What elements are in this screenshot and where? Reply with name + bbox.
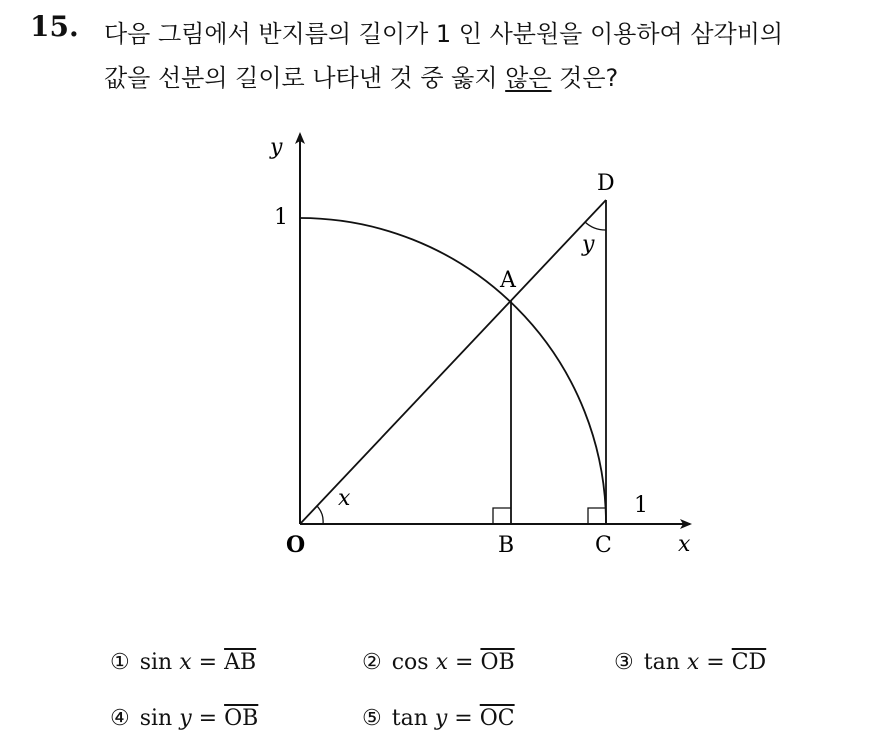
- point-D-label: D: [597, 171, 615, 196]
- choice-1-var: x: [179, 650, 192, 675]
- point-A-label: A: [500, 268, 516, 293]
- question-text-line1: 다음 그림에서 반지름의 길이가 1 인 사분원을 이용하여 삼각비의: [104, 20, 784, 48]
- choice-4-segment: $\overline{OB}$: [224, 706, 259, 731]
- choice-3[interactable]: [614, 650, 766, 675]
- choice-1-segment: $\overline{AB}$: [224, 650, 257, 675]
- choice-5[interactable]: [362, 706, 515, 731]
- point-C-label: C: [595, 533, 612, 558]
- choice-1-eq: =: [191, 650, 225, 675]
- choice-2-var: x: [435, 650, 449, 675]
- y-axis-label: y: [270, 135, 283, 160]
- choice-2-func: cos: [391, 650, 429, 675]
- choice-4-var: y: [179, 706, 192, 731]
- question-text-underlined: 않은: [505, 64, 552, 92]
- choice-2[interactable]: [362, 650, 515, 675]
- choice-4[interactable]: [110, 706, 258, 731]
- choice-5-var: y: [434, 706, 448, 731]
- choice-2-segment: $\overline{OB}$: [480, 650, 515, 675]
- choice-4-eq: =: [191, 706, 225, 731]
- question-text-line2-end: 것은?: [551, 64, 619, 92]
- choice-3-var: x: [686, 650, 700, 675]
- y-intercept-label: 1: [274, 205, 288, 230]
- choice-3-func: tan: [643, 650, 680, 675]
- x-axis-label: x: [678, 532, 691, 557]
- right-angle-mark-C: [588, 508, 606, 524]
- choice-1[interactable]: [110, 650, 256, 675]
- point-B-label: B: [498, 533, 515, 558]
- choice-1-mark: ①: [110, 650, 130, 675]
- angle-y-label: y: [582, 232, 595, 257]
- question-text-line2-start: 값을 선분의 길이로 나타낸 것 중 옳지: [104, 64, 506, 92]
- choice-2-mark: ②: [362, 650, 382, 675]
- angle-arc-y: [585, 222, 606, 230]
- choice-5-segment: $\overline{OC}$: [479, 706, 515, 731]
- quarter-circle-arc: [300, 218, 606, 524]
- point-O-label: O: [286, 532, 306, 558]
- right-one-label: 1: [634, 493, 648, 518]
- angle-arc-x: [317, 506, 323, 524]
- right-angle-mark-B: [493, 508, 511, 524]
- choice-5-mark: ⑤: [362, 706, 382, 731]
- angle-x-label: x: [338, 486, 351, 511]
- choice-3-mark: ③: [614, 650, 634, 675]
- question-number: 15.: [30, 10, 79, 43]
- choice-2-eq: =: [448, 650, 481, 675]
- choice-5-func: tan: [391, 706, 428, 731]
- choice-3-segment: $\overline{CD}$: [731, 650, 767, 675]
- choice-4-mark: ④: [110, 706, 130, 731]
- choice-5-eq: =: [447, 706, 480, 731]
- choice-4-func: sin: [139, 706, 173, 731]
- choice-1-func: sin: [139, 650, 173, 675]
- choice-3-eq: =: [699, 650, 732, 675]
